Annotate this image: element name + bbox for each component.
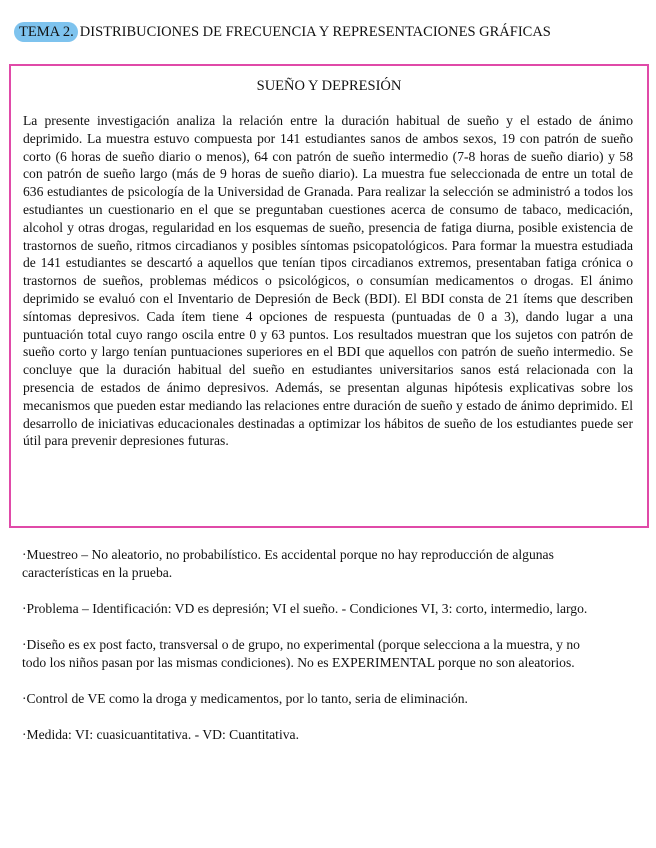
- topic-badge: TEMA 2.: [14, 22, 78, 42]
- page-header: [14, 22, 644, 42]
- case-study-title: SUEÑO Y DEPRESIÓN: [256, 78, 402, 94]
- case-study-text: La presente investigación analiza la relación entre la duración habitual de sueño y el estado de ánimo deprimido. La muestra estuvo compuesta por 141 estudiantes sanos de ambos sexos, 19 con patrón de sueño corto (6 horas de sueño diario o menos), 64 con patrón de sueño intermedio (7-8 horas de sueño diario) y 58 con patrón de sueño largo (más de 9 horas de sueño diario). La muestra fue seleccionada de entre un total de 636 estudiantes de psicología de la Universidad de Granada. Para realizar la selección se administró a todos los estudiantes un cuestionario en el que se preguntaban cuestiones acerca de consumo de tabaco, medicación, alcohol y otras drogas, regularidad en los esquemas de sueño, presencia de fatiga diurna, posible existencia de trastornos de sueño, ritmos circadianos y posibles síntomas psicopatológicos. Para formar la muestra estudiada de 141 estudiantes se descartó a aquellos que tenían tipos circadianos extremos, presentaban fatiga crónica o trastornos de sueños, problemas médicos o psicológicos, o consumían medicamentos o drogas. El ánimo deprimido se evaluó con el Inventario de Depresión de Beck (BDI). El BDI consta de 21 ítems que describen síntomas depresivos. Cada ítem tiene 4 opciones de respuesta (puntuadas de 0 a 3), dando lugar a una puntuación total cuyo rango oscila entre 0 y 63 puntos. Los resultados muestran que los sujetos con patrón de sueño corto y largo tenían puntuaciones superiores en el BDI que aquellos con patrón de sueño intermedio. Se concluye que la duración habitual del sueño en estudiantes universitarios sanos está relacionada con la presencia de estados de ánimo depresivos. Además, se presentan algunas hipótesis explicativas sobre los mecanismos que pueden estar mediando las relaciones entre duración de sueño y estado de ánimo deprimido. El desarrollo de iniciativas educacionales destinadas a optimizar los hábitos de sueño de los estudiantes puede ser útil para prevenir depresiones futuras.: [23, 113, 633, 449]
- note-medida: ·Medida: VI: cuasicuantitativa. - VD: Cuantitativa.: [22, 727, 299, 742]
- note-problema: ·Problema – Identificación: VD es depresión; VI el sueño. - Condiciones VI, 3: corto, intermedio, largo.: [22, 601, 588, 616]
- note-muestreo: ·Muestreo – No aleatorio, no probabilístico. Es accidental porque no hay reproducción de algunas características en la prueba.: [22, 547, 554, 580]
- page-title: DISTRIBUCIONES DE FRECUENCIA Y REPRESENTACIONES GRÁFICAS: [79, 24, 551, 40]
- case-study-box: [9, 64, 649, 528]
- note-diseno: ·Diseño es ex post facto, transversal o de grupo, no experimental (porque selecciona a la muestra, y no todo los niños pasan por las mismas condiciones). No es EXPERIMENTAL porque no son aleatorios.: [22, 637, 580, 670]
- analysis-notes: [22, 546, 600, 762]
- note-control: ·Control de VE como la droga y medicamentos, por lo tanto, seria de eliminación.: [22, 691, 468, 706]
